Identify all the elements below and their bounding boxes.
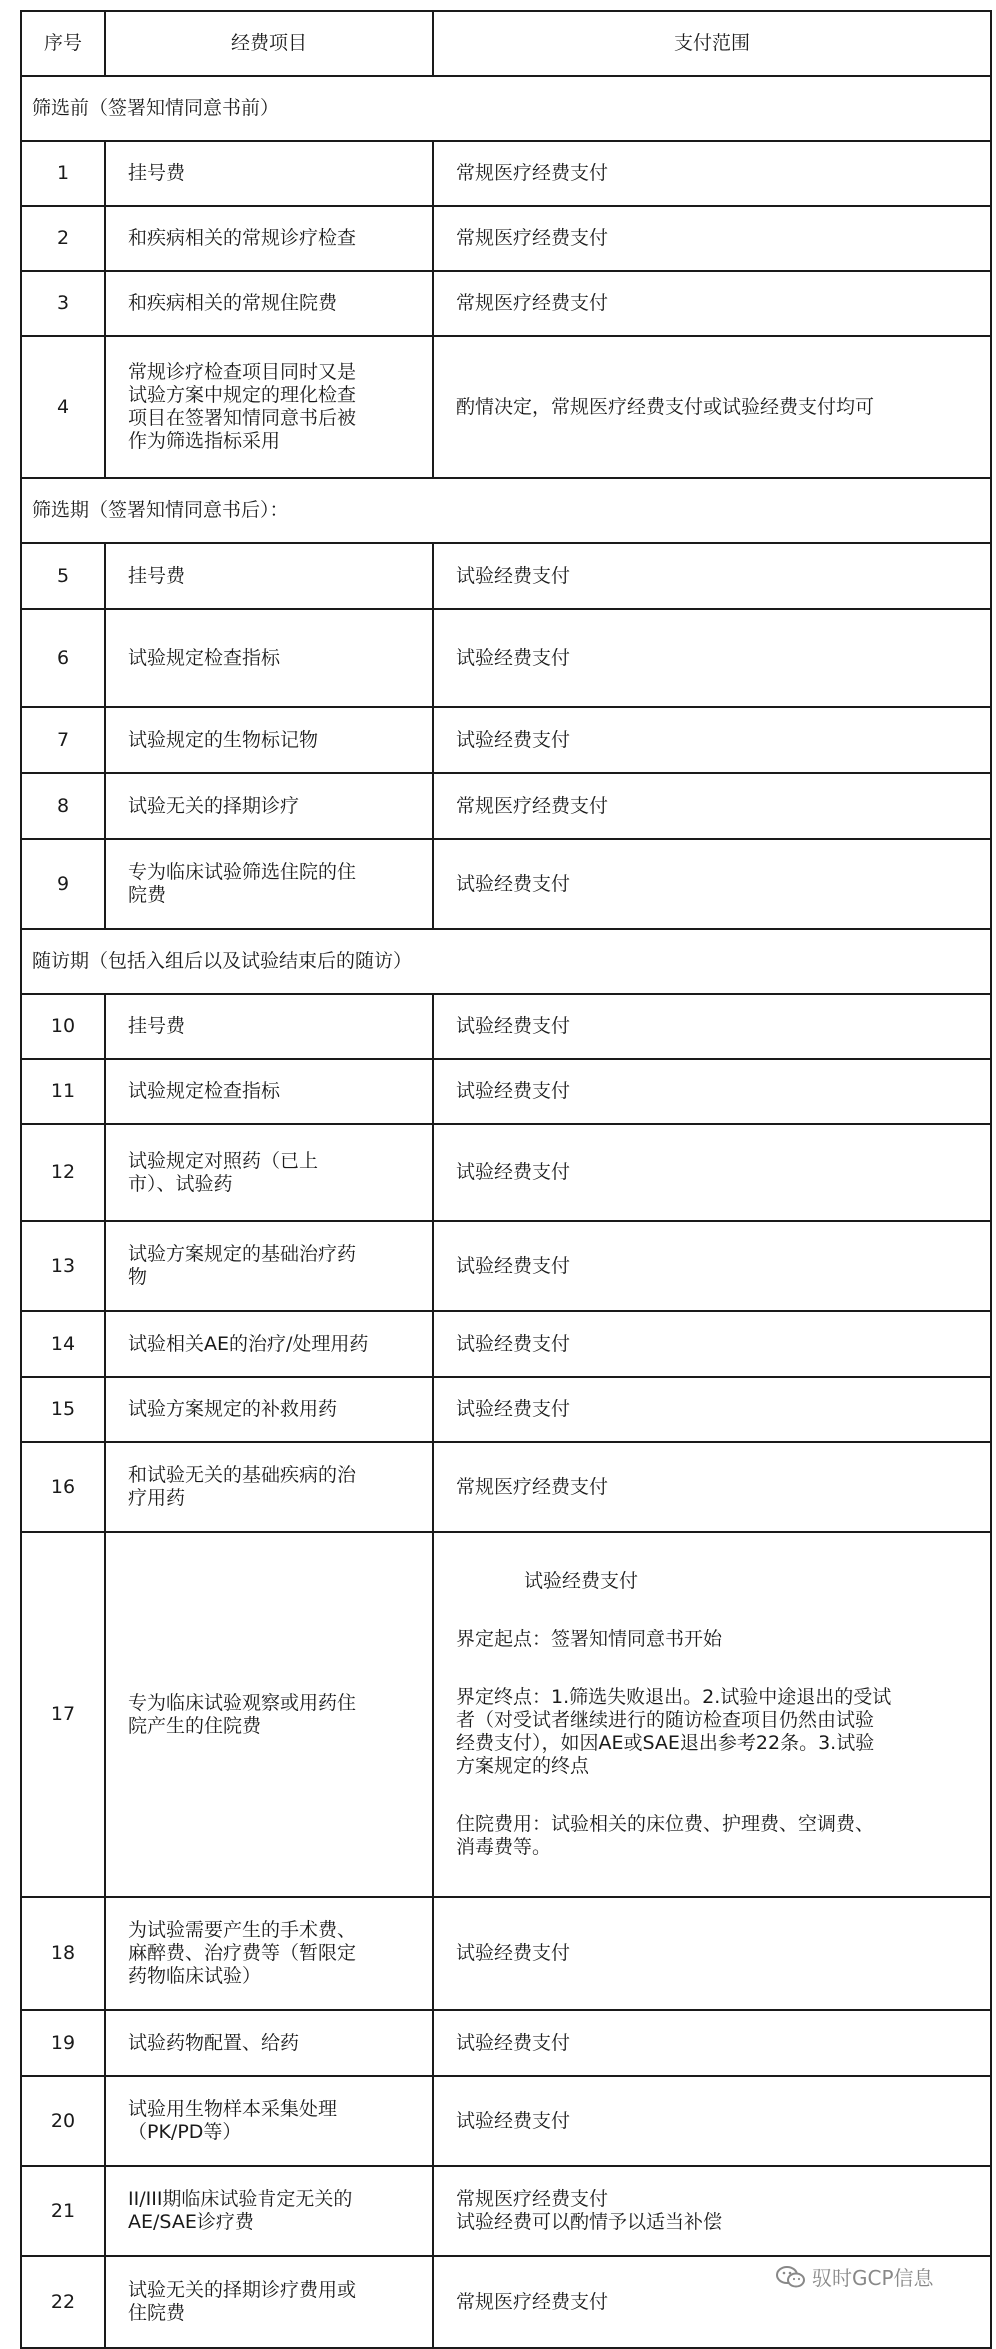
- table-row: [21, 141, 991, 206]
- table-row: [21, 1897, 991, 2010]
- pay-line: 住院费用：试验相关的床位费、护理费、空调费、 消毒费等。: [456, 1813, 875, 1858]
- row-pay: 试验经费支付: [433, 1059, 991, 1124]
- row-item: 试验规定对照药（已上 市）、试验药: [105, 1124, 433, 1221]
- row-no: 3: [21, 271, 105, 336]
- table-row: [21, 707, 991, 773]
- table-row: [21, 1442, 991, 1532]
- table-row: [21, 2166, 991, 2256]
- table-row: [21, 1059, 991, 1124]
- row-pay: 常规医疗经费支付 试验经费可以酌情予以适当补偿: [433, 2166, 991, 2256]
- pay-line: 界定终点：1.筛选失败退出。2.试验中途退出的受试 者（对受试者继续进行的随访检查项目仍然由试验 经费支付），如因AE或SAE退出参考22条。3.试验 方案规定的终点: [456, 1686, 892, 1777]
- row-pay: 常规医疗经费支付: [433, 206, 991, 271]
- watermark-text: 驭时GCP信息: [812, 2266, 934, 2290]
- row-item: 为试验需要产生的手术费、 麻醉费、治疗费等（暂限定 药物临床试验）: [105, 1897, 433, 2010]
- row-no: 12: [21, 1124, 105, 1221]
- row-no: 9: [21, 839, 105, 929]
- row-pay: 常规医疗经费支付: [433, 271, 991, 336]
- row-no: 10: [21, 994, 105, 1059]
- row-pay: 试验经费支付: [433, 1221, 991, 1311]
- row-pay: 试验经费支付: [433, 609, 991, 707]
- row-pay: 试验经费支付: [433, 1311, 991, 1377]
- header-row: [21, 11, 991, 76]
- row-pay: 常规医疗经费支付: [433, 141, 991, 206]
- table-row: [21, 994, 991, 1059]
- header-item: 经费项目: [105, 11, 433, 76]
- row-item: 挂号费: [105, 543, 433, 609]
- row-no: 14: [21, 1311, 105, 1377]
- row-pay: 试验经费支付: [433, 1377, 991, 1442]
- table-row: [21, 1532, 991, 1897]
- table-row: [21, 271, 991, 336]
- pay-line: 界定起点：签署知情同意书开始: [456, 1628, 723, 1650]
- header-no: 序号: [21, 11, 105, 76]
- watermark: [776, 2262, 934, 2291]
- row-pay: 试验经费支付: [433, 707, 991, 773]
- row-item: 试验用生物样本采集处理 （PK/PD等）: [105, 2076, 433, 2166]
- row-item: 试验相关AE的治疗/处理用药: [105, 1311, 433, 1377]
- row-pay: 试验经费支付: [433, 543, 991, 609]
- row-item: 试验方案规定的补救用药: [105, 1377, 433, 1442]
- wechat-icon: [776, 2265, 806, 2289]
- section-heading: [21, 929, 991, 994]
- row-no: 19: [21, 2010, 105, 2076]
- row-no: 18: [21, 1897, 105, 2010]
- row-pay: 常规医疗经费支付: [433, 2256, 991, 2348]
- table-row: [21, 336, 991, 478]
- row-pay: 试验经费支付: [433, 1897, 991, 2010]
- row-pay: 试验经费支付: [433, 2010, 991, 2076]
- pay-line: 试验经费支付: [524, 1570, 639, 1592]
- table-row: [21, 206, 991, 271]
- row-no: 16: [21, 1442, 105, 1532]
- section-title: 筛选前（签署知情同意书前）: [21, 76, 991, 141]
- row-item: 专为临床试验观察或用药住 院产生的住院费: [105, 1532, 433, 1897]
- row-no: 8: [21, 773, 105, 839]
- row-no: 22: [21, 2256, 105, 2348]
- section-heading: [21, 76, 991, 141]
- expense-table: [20, 10, 992, 2349]
- table-row: [21, 773, 991, 839]
- row-pay: 试验经费支付: [433, 1124, 991, 1221]
- row-item: 试验规定检查指标: [105, 609, 433, 707]
- row-pay: 试验经费支付: [433, 994, 991, 1059]
- row-item: 试验方案规定的基础治疗药 物: [105, 1221, 433, 1311]
- row-item: 和疾病相关的常规住院费: [105, 271, 433, 336]
- row-no: 4: [21, 336, 105, 478]
- row-no: 20: [21, 2076, 105, 2166]
- section-title: 筛选期（签署知情同意书后）：: [21, 478, 991, 543]
- row-item: 专为临床试验筛选住院的住 院费: [105, 839, 433, 929]
- row-item: 试验无关的择期诊疗: [105, 773, 433, 839]
- row-no: 5: [21, 543, 105, 609]
- row-no: 1: [21, 141, 105, 206]
- row-no: 7: [21, 707, 105, 773]
- row-no: 21: [21, 2166, 105, 2256]
- table-row: [21, 1311, 991, 1377]
- row-pay: 试验经费支付: [433, 2076, 991, 2166]
- row-item: 和试验无关的基础疾病的治 疗用药: [105, 1442, 433, 1532]
- row-no: 13: [21, 1221, 105, 1311]
- row-pay: [433, 1532, 991, 1897]
- row-no: 15: [21, 1377, 105, 1442]
- row-no: 17: [21, 1532, 105, 1897]
- table-row: [21, 1221, 991, 1311]
- section-title: 随访期（包括入组后以及试验结束后的随访）: [21, 929, 991, 994]
- table-row: [21, 2076, 991, 2166]
- row-no: 11: [21, 1059, 105, 1124]
- table-row: [21, 2010, 991, 2076]
- row-pay: 常规医疗经费支付: [433, 1442, 991, 1532]
- row-pay: 常规医疗经费支付: [433, 773, 991, 839]
- row-item: 试验药物配置、给药: [105, 2010, 433, 2076]
- section-heading: [21, 478, 991, 543]
- row-pay: 酌情决定，常规医疗经费支付或试验经费支付均可: [433, 336, 991, 478]
- table-row: [21, 1124, 991, 1221]
- row-item: 试验规定的生物标记物: [105, 707, 433, 773]
- row-item: 试验规定检查指标: [105, 1059, 433, 1124]
- table-row: [21, 543, 991, 609]
- header-scope: 支付范围: [433, 11, 991, 76]
- row-item: 挂号费: [105, 141, 433, 206]
- table-row: [21, 1377, 991, 1442]
- row-item: II/III期临床试验肯定无关的 AE/SAE诊疗费: [105, 2166, 433, 2256]
- row-pay: 试验经费支付: [433, 839, 991, 929]
- table-row: [21, 839, 991, 929]
- table-row: [21, 609, 991, 707]
- row-item: 和疾病相关的常规诊疗检查: [105, 206, 433, 271]
- row-item: 常规诊疗检查项目同时又是 试验方案中规定的理化检查 项目在签署知情同意书后被 作为筛选指标采用: [105, 336, 433, 478]
- row-no: 6: [21, 609, 105, 707]
- row-item: 试验无关的择期诊疗费用或 住院费: [105, 2256, 433, 2348]
- row-item: 挂号费: [105, 994, 433, 1059]
- row-no: 2: [21, 206, 105, 271]
